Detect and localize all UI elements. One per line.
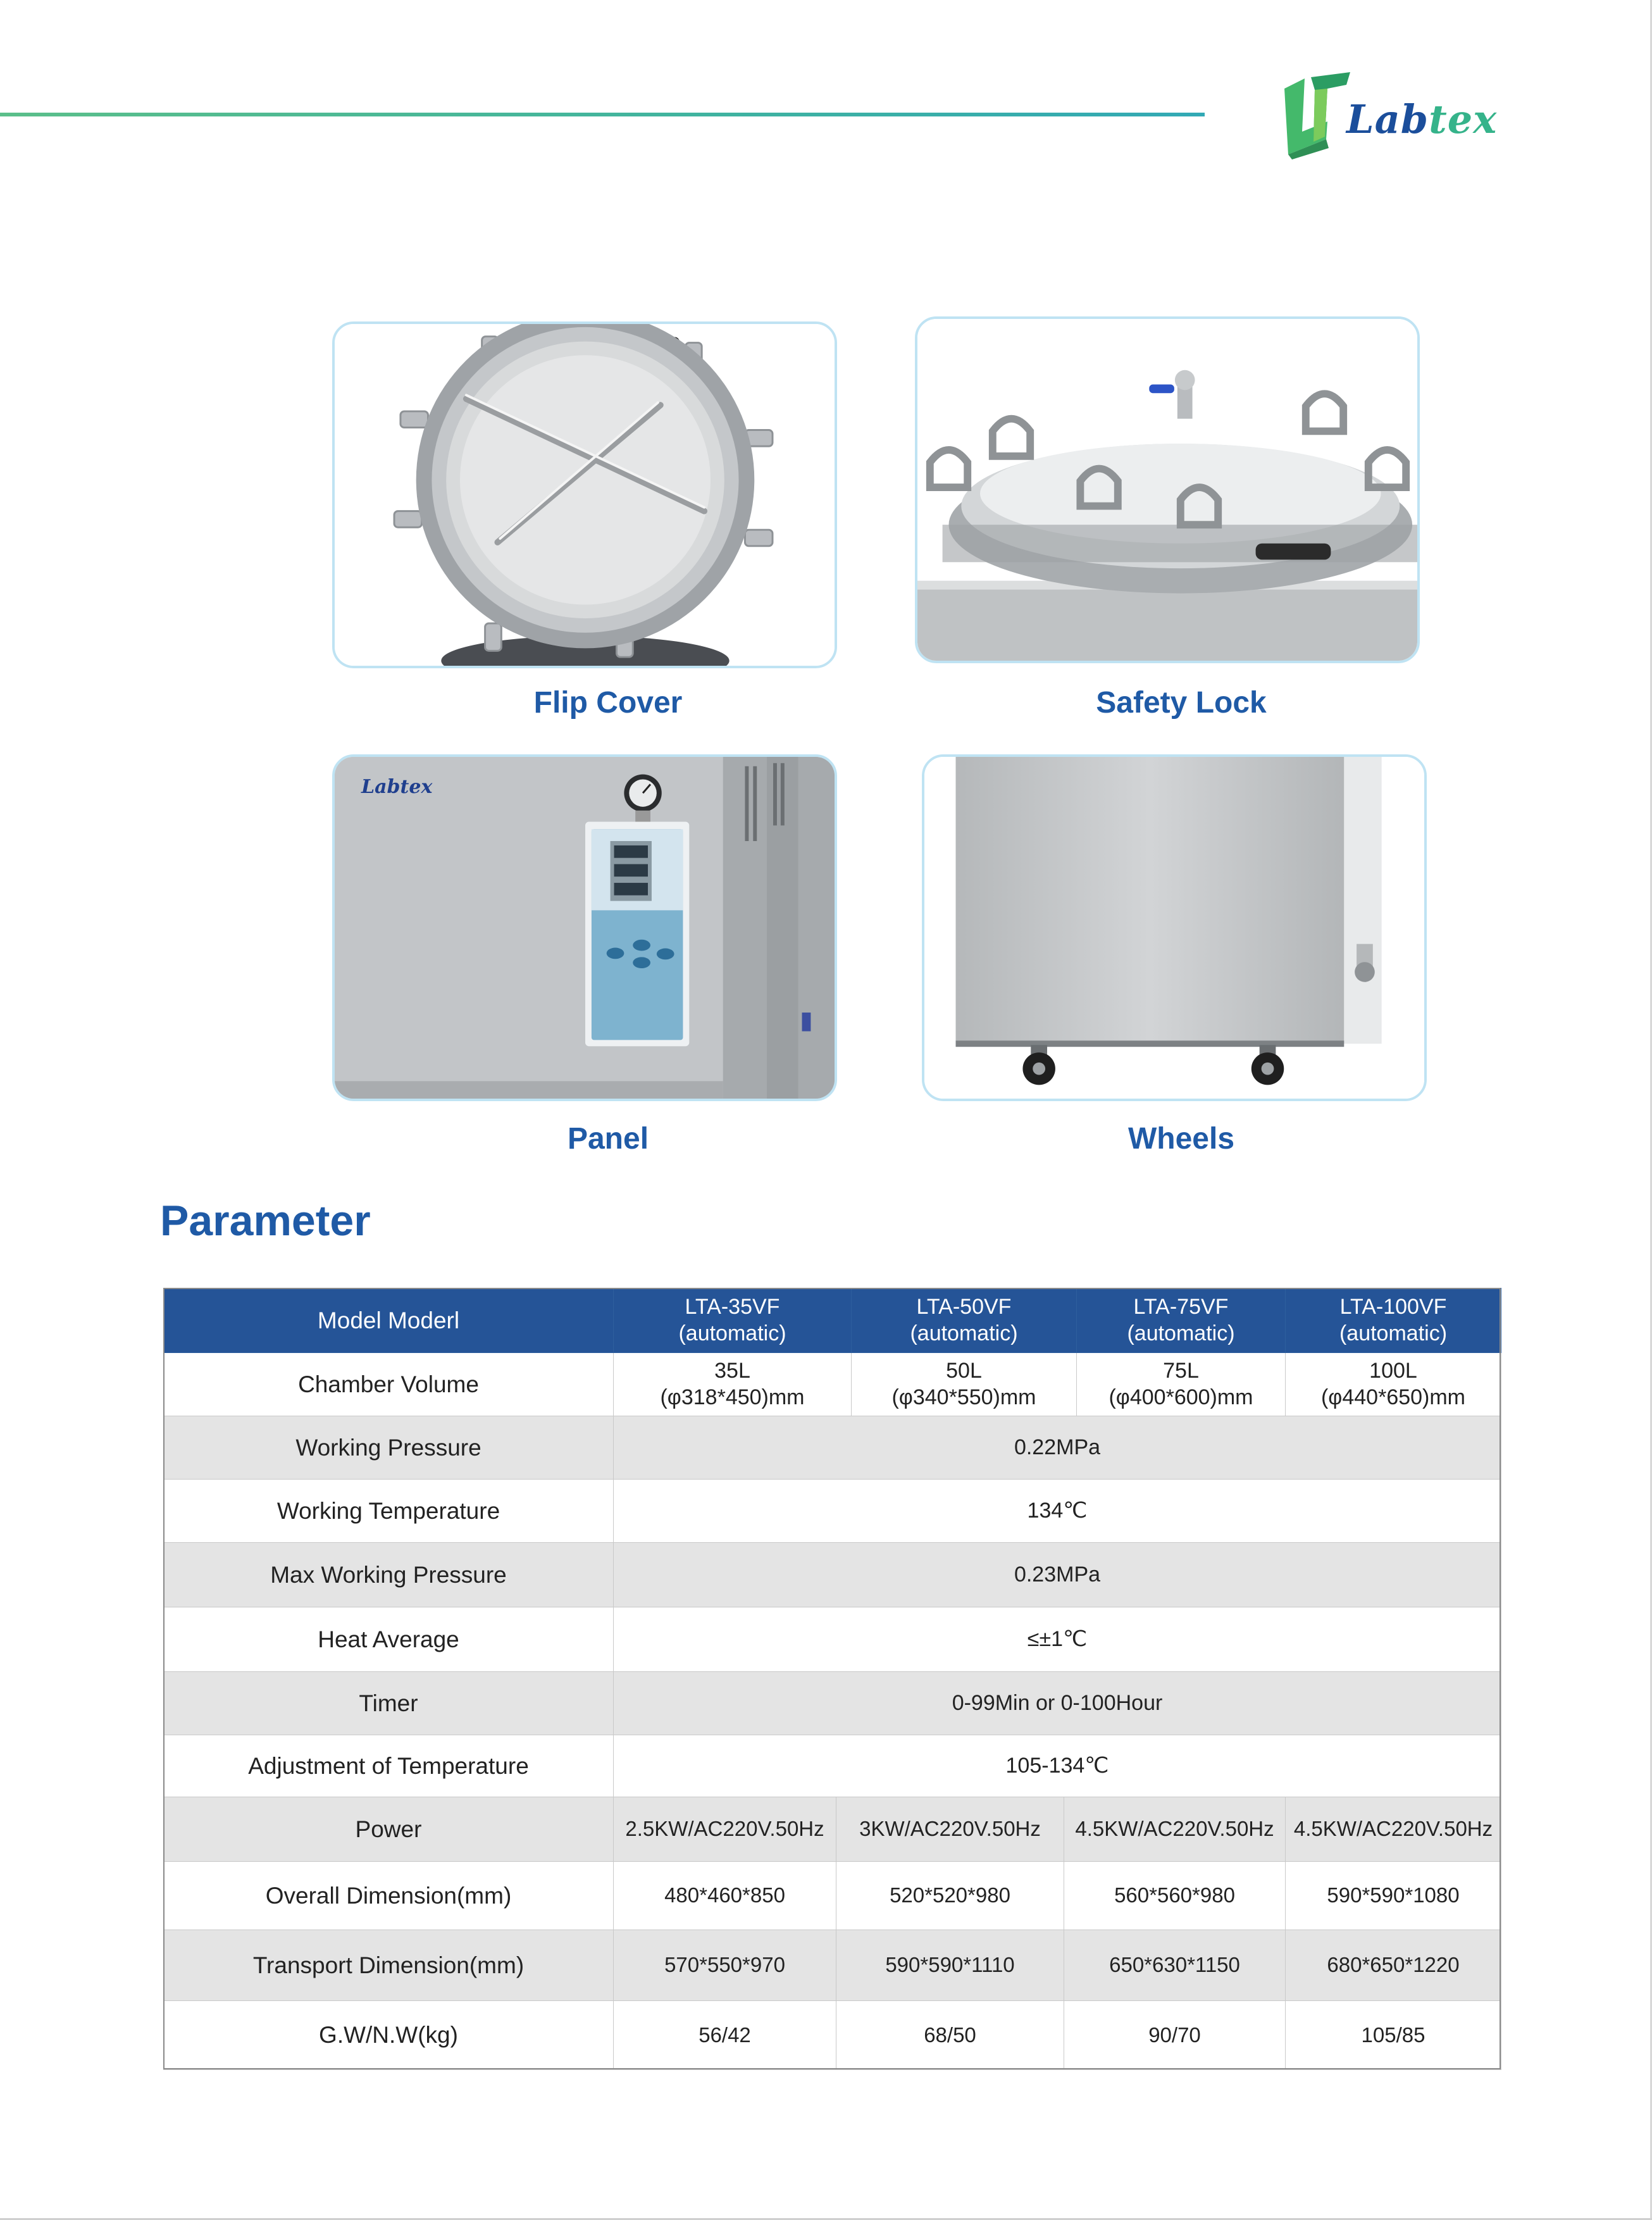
table-cell: 3KW/AC220V.50Hz bbox=[836, 1797, 1064, 1862]
table-cell: 0.23MPa bbox=[614, 1543, 1501, 1607]
table-cell: 570*550*970 bbox=[614, 1930, 836, 2001]
row-label: Adjustment of Temperature bbox=[164, 1735, 614, 1797]
row-label: Working Pressure bbox=[164, 1416, 614, 1480]
panel-caption: Panel bbox=[567, 1122, 649, 1156]
row-label: Power bbox=[164, 1797, 614, 1862]
table-row bbox=[164, 1930, 1501, 2001]
table-cell: 650*630*1150 bbox=[1064, 1930, 1286, 2001]
flip-cover-photo bbox=[332, 321, 837, 668]
table-cell: 68/50 bbox=[836, 2001, 1064, 2070]
table-cell: 4.5KW/AC220V.50Hz bbox=[1064, 1797, 1286, 1862]
table-header-row bbox=[164, 1288, 1501, 1353]
table-row bbox=[164, 2001, 1501, 2070]
model-header-cell: LTA-50VF (automatic) bbox=[852, 1288, 1077, 1353]
table-cell: 560*560*980 bbox=[1064, 1862, 1286, 1930]
labtex-logo bbox=[1276, 71, 1503, 159]
row-label: Overall Dimension(mm) bbox=[164, 1862, 614, 1930]
parameter-table bbox=[163, 1288, 1501, 2070]
row-label: Chamber Volume bbox=[164, 1353, 614, 1416]
table-row bbox=[164, 1672, 1501, 1735]
model-header-label: Model Moderl bbox=[164, 1288, 614, 1353]
table-cell: 2.5KW/AC220V.50Hz bbox=[614, 1797, 836, 1862]
table-cell: 0-99Min or 0-100Hour bbox=[614, 1672, 1501, 1735]
table-row bbox=[164, 1416, 1501, 1480]
labtex-logo-mark bbox=[1276, 71, 1351, 159]
table-cell: 0.22MPa bbox=[614, 1416, 1501, 1480]
table-row bbox=[164, 1480, 1501, 1543]
row-label: Heat Average bbox=[164, 1607, 614, 1672]
model-header-cell: LTA-75VF (automatic) bbox=[1077, 1288, 1286, 1353]
flip-cover-caption: Flip Cover bbox=[533, 686, 683, 720]
table-row bbox=[164, 1735, 1501, 1797]
table-cell: 680*650*1220 bbox=[1286, 1930, 1501, 2001]
table-cell: 4.5KW/AC220V.50Hz bbox=[1286, 1797, 1501, 1862]
row-label: G.W/N.W(kg) bbox=[164, 2001, 614, 2070]
table-cell: 590*590*1110 bbox=[836, 1930, 1064, 2001]
model-header-cell: LTA-100VF (automatic) bbox=[1286, 1288, 1501, 1353]
table-cell: 50L (φ340*550)mm bbox=[852, 1353, 1077, 1416]
wheels-photo bbox=[922, 754, 1427, 1101]
table-cell: 90/70 bbox=[1064, 2001, 1286, 2070]
table-cell: 480*460*850 bbox=[614, 1862, 836, 1930]
row-label: Timer bbox=[164, 1672, 614, 1735]
table-cell: 35L (φ318*450)mm bbox=[614, 1353, 852, 1416]
table-cell: ≤±1℃ bbox=[614, 1607, 1501, 1672]
table-cell: 100L (φ440*650)mm bbox=[1286, 1353, 1501, 1416]
panel-photo bbox=[332, 754, 837, 1101]
safety-lock-photo bbox=[915, 316, 1420, 663]
table-cell: 105/85 bbox=[1286, 2001, 1501, 2070]
row-label: Transport Dimension(mm) bbox=[164, 1930, 614, 2001]
table-row bbox=[164, 1543, 1501, 1607]
panel-labtex-logo: Labtex bbox=[361, 776, 433, 798]
table-cell: 75L (φ400*600)mm bbox=[1077, 1353, 1286, 1416]
table-row bbox=[164, 1607, 1501, 1672]
header-accent-line bbox=[0, 113, 1205, 116]
parameter-section-title: Parameter bbox=[160, 1197, 371, 1245]
row-label: Working Temperature bbox=[164, 1480, 614, 1543]
table-cell: 134℃ bbox=[614, 1480, 1501, 1543]
labtex-logo-text: Labtex bbox=[1346, 96, 1498, 142]
table-cell: 105-134℃ bbox=[614, 1735, 1501, 1797]
table-cell: 590*590*1080 bbox=[1286, 1862, 1501, 1930]
wheels-caption: Wheels bbox=[1127, 1122, 1235, 1156]
table-row bbox=[164, 1797, 1501, 1862]
safety-lock-caption: Safety Lock bbox=[1096, 686, 1267, 720]
row-label: Max Working Pressure bbox=[164, 1543, 614, 1607]
table-row bbox=[164, 1353, 1501, 1416]
table-cell: 520*520*980 bbox=[836, 1862, 1064, 1930]
model-header-cell: LTA-35VF (automatic) bbox=[614, 1288, 852, 1353]
table-row bbox=[164, 1862, 1501, 1930]
table-cell: 56/42 bbox=[614, 2001, 836, 2070]
